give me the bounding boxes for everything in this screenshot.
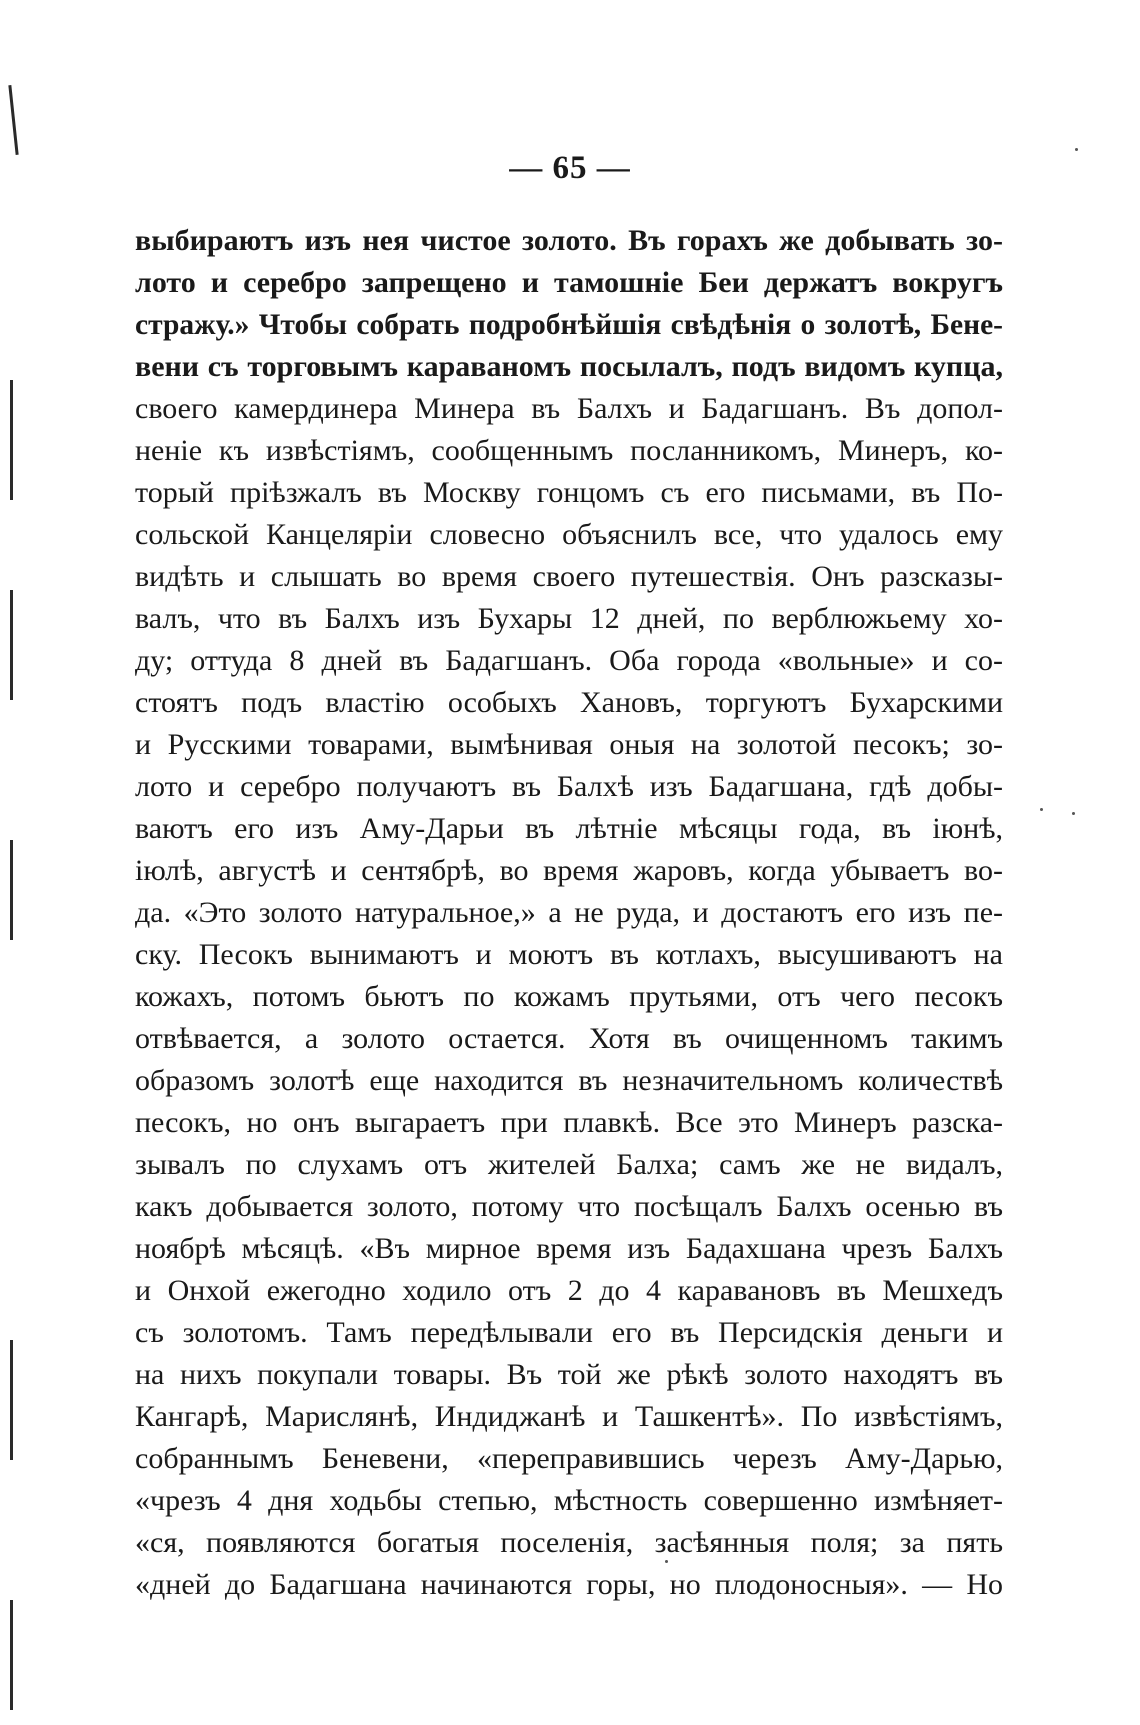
- text-line: отвѣвается, а золото остается. Хотя въ очищенномъ такимъ: [135, 1022, 1003, 1055]
- scan-speck: [665, 1560, 668, 1563]
- text-line: лото и серебро получаютъ въ Балхѣ изъ Бадагшана, гдѣ добы-: [135, 770, 1003, 803]
- text-line: съ золотомъ. Тамъ передѣлывали его въ Персидскія деньги и: [135, 1316, 1003, 1349]
- text-line: ваютъ его изъ Аму-Дарьи въ лѣтніе мѣсяцы года, въ іюнѣ,: [135, 812, 1003, 845]
- text-line: и Русскими товарами, вымѣнивая оныя на золотой песокъ; зо-: [135, 728, 1003, 761]
- text-line: лото и серебро запрещено и тамошніе Беи держатъ вокругъ: [135, 266, 1003, 299]
- text-line: іюлѣ, августѣ и сентябрѣ, во время жаровъ, когда убываетъ во-: [135, 854, 1003, 887]
- text-line: стражу.» Чтобы собрать подробнѣйшія свѣдѣнія о золотѣ, Бене-: [135, 309, 1003, 341]
- text-line: своего камердинера Минера въ Балхъ и Бадагшанъ. Въ допол-: [135, 392, 1003, 425]
- text-line: «ся, появляются богатыя поселенія, засѣянныя поля; за пять: [135, 1526, 1003, 1559]
- text-line: ску. Песокъ вынимаютъ и моютъ въ котлахъ, высушиваютъ на: [135, 938, 1003, 971]
- text-line: на нихъ покупали товары. Въ той же рѣкѣ золото находятъ въ: [135, 1358, 1003, 1391]
- text-line: собраннымъ Беневени, «переправившись черезъ Аму-Дарью,: [135, 1442, 1003, 1475]
- text-line: выбираютъ изъ нея чистое золото. Въ горахъ же добывать зо-: [135, 224, 1003, 257]
- text-line: да. «Это золото натуральное,» а не руда, и достаютъ его изъ пе-: [135, 896, 1003, 929]
- main-text-block: [135, 220, 1003, 1606]
- text-line: неніе къ извѣстіямъ, сообщеннымъ посланникомъ, Минеръ, ко-: [135, 434, 1003, 467]
- text-line: и Онхой ежегодно ходило отъ 2 до 4 каравановъ въ Мешхедъ: [135, 1274, 1003, 1307]
- text-line: ноябрѣ мѣсяцѣ. «Въ мирное время изъ Бадахшана чрезъ Балхъ: [135, 1232, 1003, 1265]
- text-line: торый пріѣзжалъ въ Москву гонцомъ съ его письмами, въ По-: [135, 476, 1003, 509]
- scan-margin-mark: [8, 85, 18, 155]
- text-line: «дней до Бадагшана начинаются горы, но плодоносныя». — Но: [135, 1568, 1003, 1601]
- scan-margin-mark: [10, 1340, 13, 1460]
- scan-margin-mark: [10, 380, 13, 500]
- scan-speck: [1040, 808, 1043, 811]
- text-line: Кангарѣ, Марислянѣ, Индиджанѣ и Ташкентѣ». По извѣстіямъ,: [135, 1400, 1003, 1433]
- text-line: образомъ золотѣ еще находится въ незначительномъ количествѣ: [135, 1064, 1003, 1097]
- text-line: валъ, что въ Балхъ изъ Бухары 12 дней, по верблюжьему хо-: [135, 602, 1003, 635]
- text-line: зывалъ по слухамъ отъ жителей Балха; самъ же не видалъ,: [135, 1148, 1003, 1181]
- text-line: кожахъ, потомъ бьютъ по кожамъ прутьями, отъ чего песокъ: [135, 980, 1003, 1013]
- scan-speck: [1072, 812, 1075, 815]
- scan-margin-mark: [10, 590, 13, 700]
- scan-margin-mark: [10, 1600, 13, 1710]
- scan-speck: [1075, 148, 1078, 151]
- page-number: — 65 —: [509, 150, 631, 186]
- text-line: стоятъ подъ властію особыхъ Хановъ, торгуютъ Бухарскими: [135, 686, 1003, 719]
- text-line: вени съ торговымъ караваномъ посылалъ, подъ видомъ купца,: [135, 350, 1003, 383]
- text-line: «чрезъ 4 дня ходьбы степью, мѣстность совершенно измѣняет-: [135, 1484, 1003, 1517]
- text-line: видѣть и слышать во время своего путешествія. Онъ разсказы-: [135, 560, 1003, 593]
- scan-margin-mark: [10, 840, 13, 940]
- text-line: ду; оттуда 8 дней въ Бадагшанъ. Оба города «вольные» и со-: [135, 644, 1003, 677]
- text-line: песокъ, но онъ выгараетъ при плавкѣ. Все это Минеръ разска-: [135, 1106, 1003, 1139]
- text-line: какъ добывается золото, потому что посѣщалъ Балхъ осенью въ: [135, 1190, 1003, 1223]
- text-line: сольской Канцеляріи словесно объяснилъ все, что удалось ему: [135, 518, 1003, 551]
